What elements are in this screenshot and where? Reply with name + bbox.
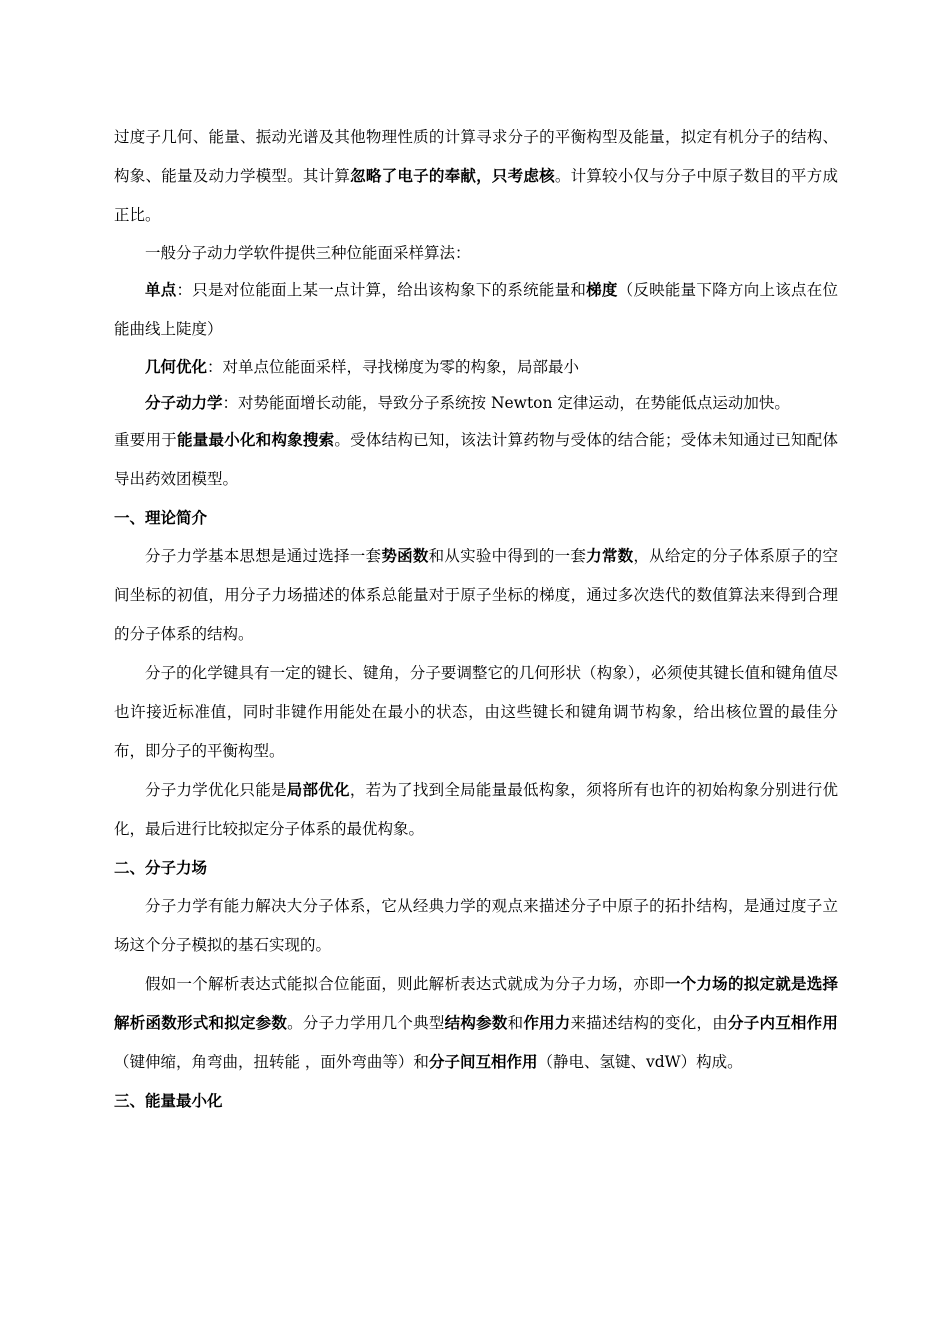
- force-field-paragraph-1: 分子力学有能力解决大分子体系，它从经典力学的观点来描述分子中原子的拓扑结构，是通过度子立场这个分子模拟的基石实现的。: [114, 897, 838, 954]
- molecular-dynamics-paragraph: [114, 385, 838, 421]
- single-point-paragraph: [114, 271, 838, 349]
- intramolecular-interaction-term: 分子内互相作用: [727, 1014, 838, 1032]
- single-point-text-1: ：只是对位能面上某一点计算，给出该构象下的系统能量和: [176, 281, 587, 299]
- single-point-term: 单点: [145, 281, 177, 299]
- local-optimization-term: 局部优化: [286, 781, 350, 799]
- theory-paragraph-3: [114, 771, 838, 849]
- theory1-text-2: 和从实验中得到的一套: [428, 547, 587, 565]
- gradient-term: 梯度: [586, 281, 618, 299]
- intro-paragraph: [114, 118, 838, 235]
- structure-parameter-term: 结构参数: [444, 1014, 508, 1032]
- usage-paragraph: [114, 421, 838, 499]
- section-heading-energy-minimization: 三、能量最小化: [114, 1092, 223, 1110]
- force-constant-term: 力常数: [586, 547, 634, 565]
- intro-text-2: 。计算较小仅与分子中原子数目的平方成正比。: [114, 167, 838, 224]
- force-field-paragraph-2: [114, 965, 838, 1082]
- molecular-dynamics-term: 分子动力学: [145, 394, 223, 412]
- intermolecular-interaction-term: 分子间互相作用: [428, 1053, 538, 1071]
- usage-bold-1: 能量最小化和构象搜索: [176, 431, 335, 449]
- section-heading-theory: 一、理论简介: [114, 509, 208, 527]
- ff2-text-2: 。分子力学用几个典型: [287, 1014, 445, 1032]
- ff2-bold-1: 一个力场的拟定就是选择解析函数形式和拟定参数: [114, 975, 838, 1032]
- interaction-force-term: 作用力: [523, 1014, 571, 1032]
- theory-paragraph-2: 分子的化学键具有一定的键长、键角，分子要调整它的几何形状（构象），必须使其键长值和键角值尽也许接近标准值，同时非键作用能处在最小的状态，由这些键长和键角调节构象，给出核位置的最佳分布，即分子的平衡构型。: [114, 664, 838, 760]
- theory3-text-1: 分子力学优化只能是: [145, 781, 287, 799]
- ff2-text-6: （静电、氢键、vdW）构成。: [537, 1053, 743, 1071]
- usage-text-1: 重要用于: [114, 431, 177, 449]
- geometry-optimization-term: 几何优化: [145, 358, 208, 376]
- document-page: [114, 118, 838, 1120]
- molecular-dynamics-text: ：对势能面增长动能，导致分子系统按 Newton 定律运动，在势能低点运动加快。: [222, 394, 790, 412]
- theory1-text-3: ，从给定的分子体系原子的空间坐标的初值，用分子力场描述的体系总能量对于原子坐标的梯度，通过多次迭代的数值算法来得到合理的分子体系的结构。: [114, 547, 838, 643]
- theory1-text-1: 分子力学基本思想是通过选择一套: [145, 547, 382, 565]
- ff2-text-1: 假如一个解析表达式能拟合位能面，则此解析表达式就成为分子力场，亦即: [145, 975, 665, 993]
- geometry-optimization-paragraph: [114, 349, 838, 385]
- intro-bold-1: 忽略了电子的奉献，只考虑核: [350, 167, 555, 185]
- ff2-text-5: （键伸缩，角弯曲，扭转能 ，面外弯曲等）和: [114, 1053, 429, 1071]
- theory3-text-2: ，若为了找到全局能量最低构象，须将所有也许的初始构象分别进行优化，最后进行比较拟定分子体系的最优构象。: [114, 781, 838, 838]
- section-heading-force-field: 二、分子力场: [114, 859, 208, 877]
- single-point-text-2: （反映能量下降方向上该点在位能曲线上陡度）: [114, 281, 838, 338]
- theory-paragraph-1: [114, 537, 838, 654]
- usage-text-2: 。受体结构已知，该法计算药物与受体的结合能；受体未知通过已知配体导出药效团模型。: [114, 431, 838, 488]
- geometry-optimization-text: ：对单点位能面采样，寻找梯度为零的构象，局部最小: [207, 358, 580, 376]
- intro-text-1: 过度子几何、能量、振动光谱及其他物理性质的计算寻求分子的平衡构型及能量，拟定有机分子的结构、构象、能量及动力学模型。其计算: [114, 128, 838, 185]
- methods-intro-paragraph: 一般分子动力学软件提供三种位能面采样算法：: [145, 244, 471, 262]
- ff2-text-4: 来描述结构的变化，由: [570, 1014, 728, 1032]
- ff2-text-3: 和: [507, 1014, 524, 1032]
- potential-function-term: 势函数: [381, 547, 429, 565]
